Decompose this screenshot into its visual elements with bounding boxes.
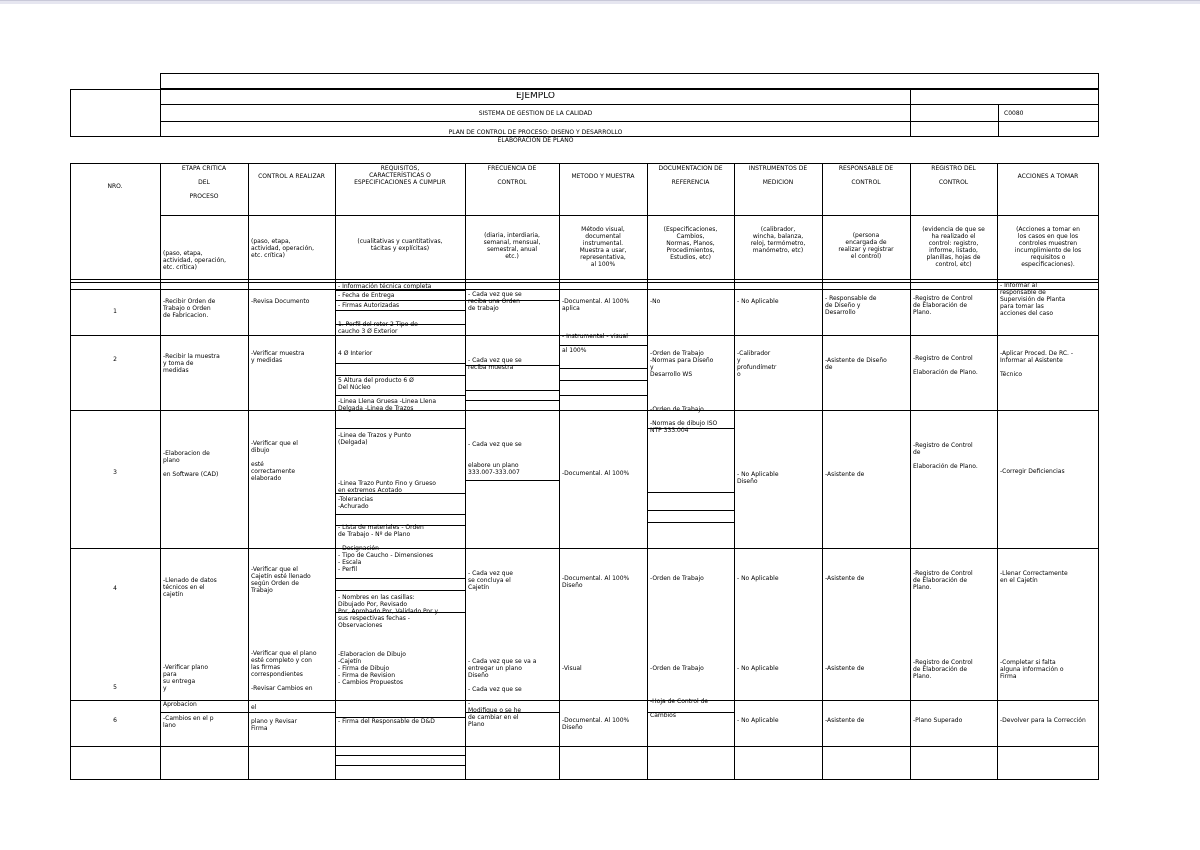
row-4-nro: 4 (113, 585, 117, 592)
row-4-metodo: -Documental. Al 100% Diseño (562, 575, 630, 589)
col-desc-etapa: (paso, etapa, actividad, operación, etc. crítica) (163, 250, 226, 271)
col-divider (160, 163, 161, 780)
row-1-nro: 1 (113, 308, 117, 315)
row-1-req-4: 1. Perfil del rotor 2 Tipo de caucho 3 Ø Exterior (338, 321, 418, 335)
col-title-control: CONTROL A REALIZAR (258, 173, 325, 180)
col-desc-registro: (evidencia de que se ha realizado el control: registro, informe, listado, planillas, hojas de control, etc) (922, 226, 985, 268)
row-3-req-4: - Lista de materiales - Orden de Trabajo - Nº de Plano (338, 524, 424, 538)
col-title-acciones: ACCIONES A TOMAR (1017, 173, 1079, 180)
row-4-control: -Verificar que el Cajetín esté llenado según Orden de Trabajo (251, 566, 311, 594)
header-codigo: C0080 (1004, 110, 1024, 117)
col-desc-instrumentos: (calibrador, wincha, balanza, reloj, termómetro, manómetro, etc) (750, 226, 806, 254)
col-desc-acciones: (Acciones a tomar en los casos en que los controles muestren incumplimiento de los requisitos o especificaciones). (1014, 226, 1082, 268)
row-1-responsable: - Responsable de de Diseño y Desarrollo (825, 295, 877, 316)
col-desc-documentacion: (Especificaciones, Cambios, Normas, Planos, Procedimientos, Estudios, etc) (663, 226, 718, 261)
row-4-instrumentos: - No Aplicable (737, 575, 779, 582)
sub-line (335, 578, 465, 579)
row-1-req-0: - Información técnica completa (338, 283, 432, 290)
col-title-etapa: ETAPA CRITICA DEL PROCESO (181, 165, 227, 200)
header-plan: PLAN DE CONTROL DE PROCESO: DISEÑO Y DESARROLLO (448, 129, 623, 136)
row-2-frecuencia: - Cada vez que se reciba muestra (468, 357, 522, 371)
col-desc-requisitos: (cualitativas y cuantitativas, tácitas y explícitas) (357, 238, 443, 252)
header-sistema-mid (910, 104, 999, 122)
col-title-responsable: RESPONSABLE DE CONTROL (838, 165, 894, 186)
header-plan-mid (910, 121, 999, 137)
row-2-instrumentos: -Calibrador y profundímetr o (737, 350, 777, 378)
row-5-responsable: -Asistente de (825, 665, 865, 672)
row-2-req-2: 5 Altura del producto 6 Ø Del Núcleo (338, 377, 414, 391)
header-ejemplo: EJEMPLO (516, 92, 555, 100)
header-sistema: SISTEMA DE GESTION DE LA CALIDAD (478, 110, 593, 117)
row-4-frecuencia: - Cada vez que se concluya el Cajetín (468, 570, 513, 591)
header-ejemplo-right (910, 89, 1099, 105)
sub-line (335, 375, 465, 376)
col-desc-metodo: Método visual, documental instrumental. Muestra a usar, representativa, al 100% (579, 226, 627, 268)
row-4-req-0: - Designación - Tipo de Caucho - Dimensiones - Escala - Perfil (338, 545, 434, 573)
row-1-documentacion: -No (650, 298, 661, 305)
row-6-req-0: - Firma del Responsable de D&D (338, 718, 435, 725)
window-top-border (0, 0, 1200, 4)
sub-line (335, 765, 465, 766)
row-4-etapa: -Llenado de datos técnicos en el cajetín (163, 577, 217, 598)
row-3-acciones: -Corregir Deficiencias (1000, 468, 1065, 475)
row-5-req-0: -Elaboracion de Dibujo -Cajetín - Firma de Dibujo - Firma de Revision - Cambios Propuestos (338, 651, 406, 686)
sub-line (559, 368, 647, 369)
row-5-documentacion: -Orden de Trabajo (650, 665, 704, 672)
row-divider (70, 282, 1099, 283)
row-2-responsable: -Asistente de Diseño de (825, 357, 887, 371)
sub-line (559, 395, 647, 396)
row-6-documentacion: -Hoja de Control de Cambios (650, 698, 709, 719)
sub-line (335, 428, 465, 429)
row-5-metodo: -Visual (562, 665, 582, 672)
sub-line (335, 514, 465, 515)
row-3-metodo: -Documental. Al 100% (562, 470, 630, 477)
col-title-frecuencia: FRECUENCIA DE CONTROL (487, 165, 537, 186)
row-divider (70, 410, 1099, 411)
row-6-registro: -Plano Superado (913, 717, 963, 724)
header-plan-right (998, 121, 1099, 137)
row-2-req-0: 4 Ø Interior (338, 350, 373, 357)
sub-line (335, 310, 465, 311)
row-3-req-3: -Tolerancias -Achurado (338, 496, 374, 510)
col-title-registro: REGISTRO DEL CONTROL (931, 165, 976, 186)
row-5-acciones: -Completar si falta alguna información o Firma (1000, 659, 1064, 680)
row-2-nro: 2 (113, 356, 117, 363)
row-6-nro: 6 (113, 717, 117, 724)
row-5-frecuencia: - Cada vez que se va a entregar un plano Diseño - Cada vez que se (468, 658, 537, 693)
row-2-registro: -Registro de Control Elaboración de Plano. (913, 355, 978, 376)
row-divider (70, 548, 1099, 549)
row-2-acciones: -Aplicar Proced. De RC. - Informar al Asistente Técnico (1000, 350, 1074, 378)
row-2-metodo: - Instrumental - visual al 100% (562, 333, 628, 354)
row-6-control: el plano y Revisar Firma (251, 704, 298, 732)
col-divider (335, 163, 336, 780)
col-title-documentacion: DOCUMENTACION DE REFERENCIA (658, 165, 723, 186)
row-1-control: -Revisa Documento (251, 298, 310, 305)
sub-line (465, 390, 559, 391)
header-left-block (70, 89, 161, 137)
row-6-etapa: Aprobacion -Cambios en el p lano (163, 701, 214, 729)
sub-line (335, 395, 465, 396)
row-divider (70, 279, 1099, 280)
col-title-metodo: METODO Y MUESTRA (571, 173, 635, 180)
row-3-responsable: -Asistente de (825, 471, 865, 478)
row-3-req-0: -Linea de Trazos y Punto (Delgada) (338, 432, 412, 446)
row-6-responsable: -Asistente de (825, 717, 865, 724)
row-1-instrumentos: - No Aplicable (737, 298, 779, 305)
row-2-etapa: -Recibir la muestra y toma de medidas (163, 353, 220, 374)
row-3-instrumentos: - No Aplicable Diseño (737, 471, 779, 485)
row-3-req-2: -Linea Trazo Punto Fino y Grueso en extremos Acotado (338, 480, 436, 494)
row-5-registro: -Registro de Control de Elaboración de Plano. (913, 659, 973, 680)
row-3-etapa: -Elaboracion de plano en Software (CAD) (163, 450, 219, 478)
sub-line (335, 290, 465, 291)
header-top-bar (160, 73, 1099, 89)
row-divider (70, 289, 1099, 290)
sub-line (559, 380, 647, 381)
row-5-nro: 5 (113, 684, 117, 691)
col-desc-control: (paso, etapa, actividad, operación, etc. crítica) (251, 238, 314, 259)
sub-line (465, 480, 559, 481)
row-1-metodo: -Documental. Al 100% aplica (562, 298, 630, 312)
header-subtitle: ELABORACION DE PLANO (497, 137, 574, 144)
row-4-req-1: - Nombres en las casillas: Dibujado Por, Revisado Por, Aprobado Por, Validado Por y sus respectivas fechas - Observaciones (338, 594, 439, 629)
row-6-acciones: -Devolver para la Corrección (1000, 717, 1086, 724)
row-2-control: -Verificar muestra y medidas (251, 350, 305, 364)
sub-line (647, 522, 734, 523)
col-title-instrumentos: INSTRUMENTOS DE MEDICION (748, 165, 808, 186)
row-1-registro: -Registro de Control de Elaboración de Plano. (913, 295, 973, 316)
sub-line (335, 363, 465, 364)
row-4-documentacion: -Orden de Trabajo (650, 575, 704, 582)
row-1-req-1: - Fecha de Entrega (338, 292, 395, 299)
row-4-responsable: -Asistente de (825, 575, 865, 582)
row-2-documentacion: -Orden de Trabajo -Normas para Diseño y Desarrollo WS (650, 350, 714, 378)
row-1-req-2: - Firmas Autorizadas (338, 302, 400, 309)
row-2-req-4: -Linea Llena Gruesa -Linea Llena Delgada -Linea de Trazos (338, 398, 437, 412)
row-5-etapa: -Verificar plano para su entrega y (163, 664, 209, 692)
sub-line (335, 300, 465, 301)
row-6-instrumentos: - No Aplicable (737, 717, 779, 724)
row-6-metodo: -Documental. Al 100% Diseño (562, 717, 630, 731)
row-1-etapa: -Recibir Orden de Trabajo o Orden de Fabricacion. (163, 298, 216, 319)
row-5-control: -Verificar que el plano esté completo y con las firmas correspondientes -Revisar Cambios en (251, 650, 317, 692)
row-3-documentacion: -Orden de Trabajo -Normas de dibujo ISO NTP 333.004 (650, 406, 718, 434)
col-divider (734, 163, 735, 780)
sub-line (465, 400, 559, 401)
row-1-acciones: - Informar al responsable de Supervisión de Planta para tomar las acciones del caso (1000, 282, 1066, 317)
row-4-acciones: -Llenar Correctamente en el Cajetín (1000, 570, 1068, 584)
sub-line (335, 590, 465, 591)
row-3-frecuencia: - Cada vez que se elabore un plano 333.007-333.007 (468, 441, 522, 476)
row-5-instrumentos: - No Aplicable (737, 665, 779, 672)
row-3-nro: 3 (113, 469, 117, 476)
col-desc-responsable: (persona encargada de realizar y registrar el control) (838, 232, 894, 260)
col-title-requisitos: REQUISITOS, CARACTERÍSTICAS O ESPECIFICACIONES A CUMPLIR (354, 165, 446, 186)
col-desc-frecuencia: (diaria, interdiaria, semanal, mensual, semestral, anual etc.) (483, 232, 541, 260)
row-divider (160, 215, 1099, 216)
row-3-registro: -Registro de Control de Elaboración de Plano. (913, 442, 978, 470)
row-divider (70, 746, 1099, 747)
sub-line (647, 492, 734, 493)
sub-line (335, 755, 465, 756)
row-3-control: -Verificar que el dibujo esté correctamente elaborado (251, 440, 298, 482)
col-title-nro: NRO. (107, 183, 123, 190)
row-4-registro: -Registro de Control de Elaboración de Plano. (913, 570, 973, 591)
sub-line (647, 510, 734, 511)
row-1-frecuencia: - Cada vez que se reciba una Orden de trabajo (468, 291, 522, 312)
row-6-frecuencia: - Modifique o se he de cambiar en el Plano (468, 700, 522, 728)
col-divider (248, 163, 249, 780)
